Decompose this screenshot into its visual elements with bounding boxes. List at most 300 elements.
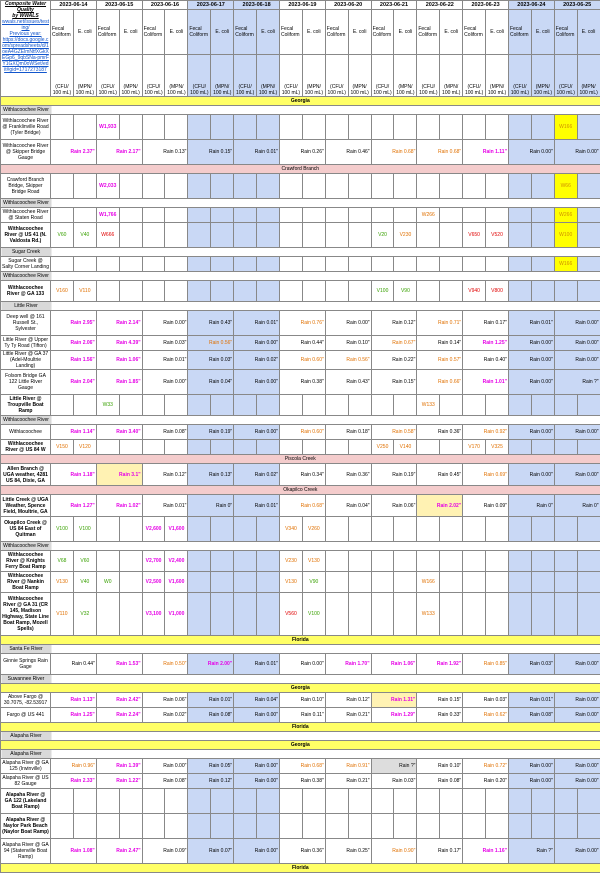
reading-cell: V2,700 (142, 551, 165, 572)
reading-cell: Rain 0.12" (142, 464, 188, 486)
ecoli-header: E. coli (211, 10, 234, 54)
section-label: Withlacoochee River (2, 200, 50, 206)
site-name: Crawford Branch Bridge, Skipper Bridge Road (1, 174, 51, 199)
reading-cell (302, 395, 325, 416)
reading-cell: Rain 0.14" (417, 336, 463, 351)
reading-cell: Rain 0.02" (142, 708, 188, 723)
reading-cell: V90 (302, 572, 325, 593)
reading-cell: Rain 0.08" (188, 708, 234, 723)
reading-cell (188, 551, 211, 572)
section-row (1, 248, 600, 257)
reading-cell: Rain 0.26" (279, 140, 325, 165)
site-name: Withlacoochee River @ US 41 (N. Valdosta Rd.) (1, 223, 51, 248)
site-name: Little Creek @ UGA Weather, Spence Field, Moultrie, GA (1, 495, 51, 517)
ecoli-header: E. coli (348, 10, 371, 54)
river-header (1, 106, 600, 115)
section-row (1, 750, 600, 759)
reading-cell (165, 814, 188, 839)
reading-cell: Rain 0.00" (234, 839, 280, 864)
reading-cell: Rain 0.71" (417, 311, 463, 336)
reading-cell (188, 281, 211, 302)
reading-cell: Rain 0" (554, 495, 600, 517)
site-name: Sugar Creek @ Salty Corner Landing (1, 257, 51, 272)
title-prev[interactable]: Previous year: (2, 31, 49, 37)
fecal-header: Fecal Coliform (279, 10, 302, 54)
reading-cell: Rain 0.00" (508, 759, 554, 774)
site-row (1, 115, 600, 140)
mpn-unit: (MPN/ 100 mL) (165, 54, 188, 96)
reading-cell (188, 257, 211, 272)
reading-cell (531, 789, 554, 814)
site-row (1, 311, 600, 336)
reading-cell: Rain 2.00" (188, 654, 234, 675)
reading-cell (348, 814, 371, 839)
reading-cell (279, 208, 302, 223)
reading-cell (188, 814, 211, 839)
reading-cell: V2,600 (142, 517, 165, 542)
reading-cell (234, 281, 257, 302)
mpn-unit: (MPN/ 100 mL) (119, 54, 142, 96)
reading-cell: Rain 0.08" (142, 425, 188, 440)
reading-cell (463, 551, 486, 572)
reading-cell (440, 223, 463, 248)
site-name: Allen Branch @ UGA weather, 4281 US 84, Dixie, GA (1, 464, 51, 486)
reading-cell: Rain 0.46" (325, 140, 371, 165)
reading-cell (165, 174, 188, 199)
reading-cell: V68 (51, 551, 74, 572)
reading-cell (417, 174, 440, 199)
site-name: Withlacoochee River @ GA 133 (1, 281, 51, 302)
reading-cell (371, 115, 394, 140)
river-header (1, 199, 600, 208)
site-row (1, 839, 600, 864)
reading-cell: Rain 0.03" (508, 654, 554, 675)
reading-cell: Rain 3.40" (96, 425, 142, 440)
mpn-unit: (MPN/ 100 mL) (440, 54, 463, 96)
site-name: Alapaha River @ GA 125 (Irwinville) (1, 759, 51, 774)
reading-cell: W266 (417, 208, 440, 223)
reading-cell: Rain 0.01" (508, 311, 554, 336)
reading-cell (96, 789, 119, 814)
cfu-unit: (CFU/ 100 mL) (234, 54, 257, 96)
river-header (1, 486, 600, 495)
reading-cell (234, 517, 257, 542)
reading-cell (279, 789, 302, 814)
reading-cell (96, 440, 119, 455)
reading-cell (188, 223, 211, 248)
river-header (1, 750, 600, 759)
reading-cell (371, 789, 394, 814)
reading-cell (577, 551, 600, 572)
fecal-header: Fecal Coliform (554, 10, 577, 54)
reading-cell (165, 395, 188, 416)
reading-cell: Rain 0.13" (188, 464, 234, 486)
reading-cell (486, 395, 509, 416)
reading-cell: V140 (394, 440, 417, 455)
river-header (1, 272, 600, 281)
mpn-unit: (MPN/ 100 mL) (394, 54, 417, 96)
reading-cell (325, 395, 348, 416)
reading-cell: Rain 0.36" (325, 464, 371, 486)
reading-cell: Rain 2.17" (96, 140, 142, 165)
reading-cell (325, 223, 348, 248)
reading-cell (417, 789, 440, 814)
reading-cell (463, 257, 486, 272)
reading-cell (486, 517, 509, 542)
reading-cell: Rain 0.43" (188, 311, 234, 336)
reading-cell (531, 174, 554, 199)
reading-cell (508, 593, 531, 636)
reading-cell: V130 (51, 572, 74, 593)
ecoli-header: E. coli (440, 10, 463, 54)
reading-cell (577, 223, 600, 248)
reading-cell: Rain 1.39" (96, 759, 142, 774)
reading-cell (119, 115, 142, 140)
reading-cell: Rain 0.96" (51, 759, 97, 774)
reading-cell (325, 440, 348, 455)
reading-cell: Rain 0.33" (417, 708, 463, 723)
reading-cell (371, 814, 394, 839)
reading-cell: Rain 0.00" (554, 693, 600, 708)
reading-cell (279, 281, 302, 302)
date-header: 2023-06-17 (188, 1, 234, 10)
reading-cell (394, 517, 417, 542)
site-name: Above Fargo @ 30.7075, -82.53917 (1, 693, 51, 708)
reading-cell (325, 257, 348, 272)
reading-cell (73, 814, 96, 839)
ecoli-header: E. coli (531, 10, 554, 54)
cfu-unit: (CFU/ 100 mL) (371, 54, 394, 96)
reading-cell: V60 (51, 223, 74, 248)
reading-cell: Rain 0.04" (188, 370, 234, 395)
reading-cell (279, 440, 302, 455)
site-row (1, 257, 600, 272)
reading-cell: Rain 0.00" (142, 311, 188, 336)
reading-cell (417, 257, 440, 272)
reading-cell (279, 814, 302, 839)
reading-cell: V230 (394, 223, 417, 248)
reading-cell: Rain 1.92" (417, 654, 463, 675)
reading-cell (463, 572, 486, 593)
title-link2[interactable]: https://docs.google.com/spreadsheets/d/1oeA4GZElmNtfXGkXEGp6_9qbSNa-pmrFY1GXQm0oWSet/edit#gid=1717273187 (2, 37, 49, 73)
site-row (1, 208, 600, 223)
reading-cell (119, 572, 142, 593)
fecal-header: Fecal Coliform (325, 10, 348, 54)
reading-cell (257, 257, 280, 272)
reading-cell: Rain 0.01" (234, 140, 280, 165)
reading-cell (119, 395, 142, 416)
reading-cell: Rain 0.11" (279, 708, 325, 723)
site-row (1, 281, 600, 302)
reading-cell: V940 (463, 281, 486, 302)
reading-cell (257, 281, 280, 302)
section-label: Suwannee River (2, 676, 50, 682)
reading-cell: Rain 0.00" (234, 774, 280, 789)
reading-cell: Rain 0.00" (554, 759, 600, 774)
section-row (1, 455, 600, 464)
reading-cell: Rain 0.04" (234, 693, 280, 708)
reading-cell: V260 (302, 517, 325, 542)
section-row (1, 684, 600, 693)
reading-cell (302, 257, 325, 272)
reading-cell (119, 440, 142, 455)
river-header (1, 645, 600, 654)
reading-cell (508, 814, 531, 839)
reading-cell: Rain 0.00" (554, 140, 600, 165)
site-name: Withlacoochee River @ US 84 W (1, 440, 51, 455)
reading-cell (73, 395, 96, 416)
reading-cell: Rain 0.00" (554, 311, 600, 336)
reading-cell (325, 115, 348, 140)
reading-cell (417, 223, 440, 248)
reading-cell: V1,600 (165, 517, 188, 542)
cfu-unit: (CFU/ 100 mL) (188, 54, 211, 96)
reading-cell (142, 174, 165, 199)
reading-cell (73, 115, 96, 140)
reading-cell (440, 440, 463, 455)
reading-cell (119, 208, 142, 223)
reading-cell: V120 (73, 440, 96, 455)
reading-cell: V110 (73, 281, 96, 302)
reading-cell: V130 (302, 551, 325, 572)
reading-cell (142, 223, 165, 248)
reading-cell (234, 208, 257, 223)
reading-cell: V100 (302, 593, 325, 636)
reading-cell: Rain 0.38" (279, 370, 325, 395)
reading-cell (142, 115, 165, 140)
reading-cell: Rain 2.14" (96, 311, 142, 336)
reading-cell (577, 174, 600, 199)
reading-cell: Rain 1.18" (51, 464, 97, 486)
reading-cell (142, 814, 165, 839)
cfu-unit: (CFU/ 100 mL) (325, 54, 348, 96)
reading-cell (348, 593, 371, 636)
date-header: 2023-06-15 (96, 1, 142, 10)
reading-cell (96, 257, 119, 272)
reading-cell (119, 789, 142, 814)
reading-cell (142, 789, 165, 814)
reading-cell: Rain 0.03" (188, 351, 234, 370)
reading-cell (394, 572, 417, 593)
river-header (1, 455, 600, 464)
reading-cell (119, 223, 142, 248)
reading-cell (279, 257, 302, 272)
reading-cell (73, 257, 96, 272)
reading-cell (234, 395, 257, 416)
section-row (1, 97, 600, 106)
reading-cell: Rain 0.00" (508, 140, 554, 165)
reading-cell (325, 551, 348, 572)
reading-cell (531, 551, 554, 572)
reading-cell: Rain ?" (554, 370, 600, 395)
reading-cell: Rain 4.39" (96, 336, 142, 351)
reading-cell (508, 281, 531, 302)
reading-cell (440, 208, 463, 223)
reading-cell (234, 789, 257, 814)
reading-cell (51, 257, 74, 272)
reading-cell (257, 223, 280, 248)
reading-cell (440, 115, 463, 140)
reading-cell (577, 814, 600, 839)
reading-cell (279, 174, 302, 199)
reading-cell (531, 593, 554, 636)
mpn-unit: (MPN/ 100 mL) (302, 54, 325, 96)
section-label: Florida (276, 724, 324, 730)
section-label: Florida (276, 865, 324, 871)
reading-cell (211, 208, 234, 223)
reading-cell (234, 593, 257, 636)
reading-cell: Rain 1.31" (371, 693, 417, 708)
reading-cell: Rain 0.20" (463, 774, 509, 789)
site-name: Alapaha River @ US 82 Gauge (1, 774, 51, 789)
reading-cell: Rain 0.68" (417, 140, 463, 165)
reading-cell (257, 572, 280, 593)
site-name: Alapaha River @ GA 122 (Lakeland Boat Ramp) (1, 789, 51, 814)
reading-cell (486, 551, 509, 572)
reading-cell: Rain 0.06" (142, 693, 188, 708)
section-row (1, 636, 600, 645)
reading-cell: Rain 0.92" (463, 425, 509, 440)
title-link1[interactable]: wwals.net/issues/testing/ (2, 19, 49, 31)
reading-cell: Rain 0.68" (279, 759, 325, 774)
reading-cell (211, 440, 234, 455)
reading-cell (348, 257, 371, 272)
reading-cell (188, 593, 211, 636)
reading-cell (51, 208, 74, 223)
reading-cell (417, 814, 440, 839)
reading-cell (486, 789, 509, 814)
section-label: Crawford Branch (276, 166, 324, 172)
river-header (1, 302, 600, 311)
reading-cell: Rain 1.16" (463, 839, 509, 864)
reading-cell (96, 517, 119, 542)
reading-cell (211, 281, 234, 302)
reading-cell (440, 572, 463, 593)
reading-cell: Rain 0.15" (417, 693, 463, 708)
reading-cell: Rain 0.34" (279, 464, 325, 486)
reading-cell: Rain 0.60" (279, 425, 325, 440)
reading-cell: Rain 0.01" (234, 495, 280, 517)
reading-cell (257, 395, 280, 416)
reading-cell (417, 281, 440, 302)
reading-cell (211, 395, 234, 416)
reading-cell: Rain 0.00" (554, 425, 600, 440)
reading-cell (257, 440, 280, 455)
section-row (1, 199, 600, 208)
reading-cell (234, 115, 257, 140)
date-header: 2023-06-21 (371, 1, 417, 10)
reading-cell (165, 257, 188, 272)
reading-cell (257, 593, 280, 636)
reading-cell: Rain 1.06" (96, 351, 142, 370)
reading-cell (73, 208, 96, 223)
reading-cell (463, 395, 486, 416)
reading-cell: Rain 0.00" (554, 839, 600, 864)
state-header (1, 864, 600, 873)
reading-cell: V1,000 (165, 593, 188, 636)
reading-cell (211, 572, 234, 593)
reading-cell: Rain 0.21" (325, 774, 371, 789)
reading-cell: Rain 0.00" (234, 759, 280, 774)
reading-cell (554, 517, 577, 542)
section-label: Withlacoochee River (2, 543, 50, 549)
site-row (1, 551, 600, 572)
reading-cell (577, 572, 600, 593)
reading-cell: Rain 0.15" (371, 370, 417, 395)
reading-cell: Rain 0.15" (188, 140, 234, 165)
reading-cell (486, 208, 509, 223)
reading-cell (371, 593, 394, 636)
reading-cell (302, 115, 325, 140)
fecal-header: Fecal Coliform (51, 10, 74, 54)
reading-cell (325, 281, 348, 302)
reading-cell: Rain 0.50" (142, 654, 188, 675)
reading-cell (577, 281, 600, 302)
reading-cell (142, 208, 165, 223)
reading-cell: Rain 0.10" (325, 336, 371, 351)
date-header: 2023-06-20 (325, 1, 371, 10)
reading-cell: Rain 0.10" (279, 693, 325, 708)
reading-cell (440, 789, 463, 814)
site-row (1, 425, 600, 440)
reading-cell: V100 (73, 517, 96, 542)
reading-cell (51, 395, 74, 416)
reading-cell (73, 789, 96, 814)
reading-cell: V40 (73, 572, 96, 593)
reading-cell: Rain 0.90" (371, 839, 417, 864)
reading-cell: V150 (51, 440, 74, 455)
reading-cell (486, 257, 509, 272)
reading-cell: Rain 1.22" (96, 774, 142, 789)
river-header (1, 675, 600, 684)
reading-cell (119, 174, 142, 199)
reading-cell (348, 572, 371, 593)
reading-cell (554, 814, 577, 839)
reading-cell: Rain 0.01" (142, 351, 188, 370)
site-row (1, 774, 600, 789)
reading-cell: Rain 0.08" (142, 774, 188, 789)
reading-cell (394, 257, 417, 272)
reading-cell (554, 593, 577, 636)
reading-cell (486, 814, 509, 839)
reading-cell (96, 551, 119, 572)
reading-cell: V130 (279, 572, 302, 593)
reading-cell: Rain 0.00" (325, 311, 371, 336)
reading-cell: Rain 0.40" (463, 351, 509, 370)
mpn-unit: (MPN/ 100 mL) (73, 54, 96, 96)
reading-cell (188, 395, 211, 416)
reading-cell: Rain 0.62" (463, 708, 509, 723)
reading-cell: Rain 2.06" (51, 336, 97, 351)
reading-cell (257, 814, 280, 839)
river-header (1, 732, 600, 741)
reading-cell (554, 440, 577, 455)
reading-cell (531, 814, 554, 839)
reading-cell (463, 814, 486, 839)
reading-cell (325, 572, 348, 593)
reading-cell: V60 (73, 551, 96, 572)
reading-cell (234, 551, 257, 572)
reading-cell: Rain 2.33" (51, 774, 97, 789)
reading-cell (51, 814, 74, 839)
reading-cell (440, 395, 463, 416)
reading-cell (440, 257, 463, 272)
state-header (1, 741, 600, 750)
reading-cell: Rain 1.08" (51, 839, 97, 864)
site-name: Alapaha River @ Naylor Park Beach (Naylor Boat Ramp) (1, 814, 51, 839)
reading-cell: V3,100 (142, 593, 165, 636)
reading-cell: Rain 0.08" (417, 774, 463, 789)
